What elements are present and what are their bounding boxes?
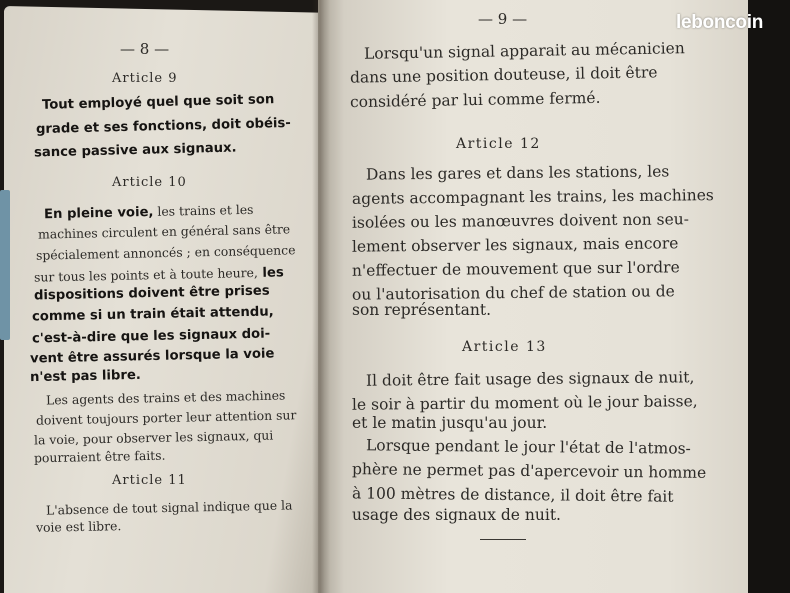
article-12-line: agents accompagnant les trains, les machines: [351, 186, 714, 208]
article-13-line: le soir à partir du moment où le jour baisse,: [351, 392, 698, 414]
article-12-line: Dans les gares et dans les stations, les: [365, 162, 670, 184]
article-10-line: sur tous les points et à toute heure, les: [33, 264, 284, 285]
intro-line: considéré par lui comme fermé.: [349, 88, 601, 112]
article-10-line: pourraient être faits.: [33, 447, 166, 466]
article-10-line: dispositions doivent être prises: [33, 283, 270, 304]
article-12-line: ou l'autorisation du chef de station ou de: [351, 282, 675, 304]
intro-line: dans une position douteuse, il doit être: [349, 63, 658, 87]
article-11-line: L'absence de tout signal indique que la: [45, 497, 293, 518]
article-13-line: phère ne permet pas d'apercevoir un homme: [351, 460, 707, 482]
article-13-line: et le matin jusqu'au jour.: [352, 414, 548, 432]
article-10-line: c'est-à-dire que les signaux doi-: [31, 326, 271, 347]
article-10-heading: Article 10: [112, 175, 187, 190]
article-10-line: n'est pas libre.: [29, 367, 141, 386]
article-10-line: En pleine voie, les trains et les: [43, 201, 254, 223]
article-10-line: comme si un train était attendu,: [31, 304, 274, 325]
article-12-heading: Article 12: [456, 136, 541, 152]
background-shadow: [748, 0, 790, 593]
article-9-heading: Article 9: [112, 71, 178, 86]
article-13-line: usage des signaux de nuit.: [352, 506, 561, 524]
article-12-line: son représentant.: [352, 301, 492, 319]
article-12-line: isolées ou les manœuvres doivent non seu-: [351, 210, 690, 232]
article-12-line: n'effectuer de mouvement que sur l'ordre: [351, 258, 680, 280]
page-number-right: — 9 —: [478, 10, 528, 28]
closing-rule: [480, 539, 526, 540]
article-11-line: voie est libre.: [35, 518, 122, 535]
book-gutter: [312, 0, 330, 593]
article-10-line: doivent toujours porter leur attention sur: [35, 407, 297, 428]
article-9-line: sance passive aux signaux.: [33, 140, 237, 161]
leboncoin-watermark: leboncoin: [676, 12, 764, 33]
article-10-line: Les agents des trains et des machines: [45, 387, 286, 408]
article-13-line: Lorsque pendant le jour l'état de l'atmos-: [365, 436, 691, 458]
article-13-line: Il doit être fait usage des signaux de nuit,: [365, 368, 695, 390]
article-9-line: grade et ses fonctions, doit obéis-: [35, 115, 291, 138]
article-11-heading: Article 11: [112, 473, 187, 488]
article-13-line: à 100 mètres de distance, il doit être fait: [351, 484, 674, 506]
article-13-heading: Article 13: [462, 339, 547, 355]
bookmark-tab: [0, 190, 10, 340]
intro-line: Lorsqu'un signal apparait au mécanicien: [363, 39, 685, 63]
article-10-line: spécialement annoncés ; en conséquence: [35, 242, 296, 263]
article-10-line: la voie, pour observer les signaux, qui: [33, 427, 274, 448]
article-9-line: Tout employé quel que soit son: [41, 92, 275, 113]
article-12-line: lement observer les signaux, mais encore: [351, 234, 679, 256]
page-number-left: — 8 —: [120, 40, 170, 58]
article-10-line: vent être assurés lorsque la voie: [29, 346, 275, 367]
article-10-line: machines circulent en général sans être: [37, 221, 291, 242]
